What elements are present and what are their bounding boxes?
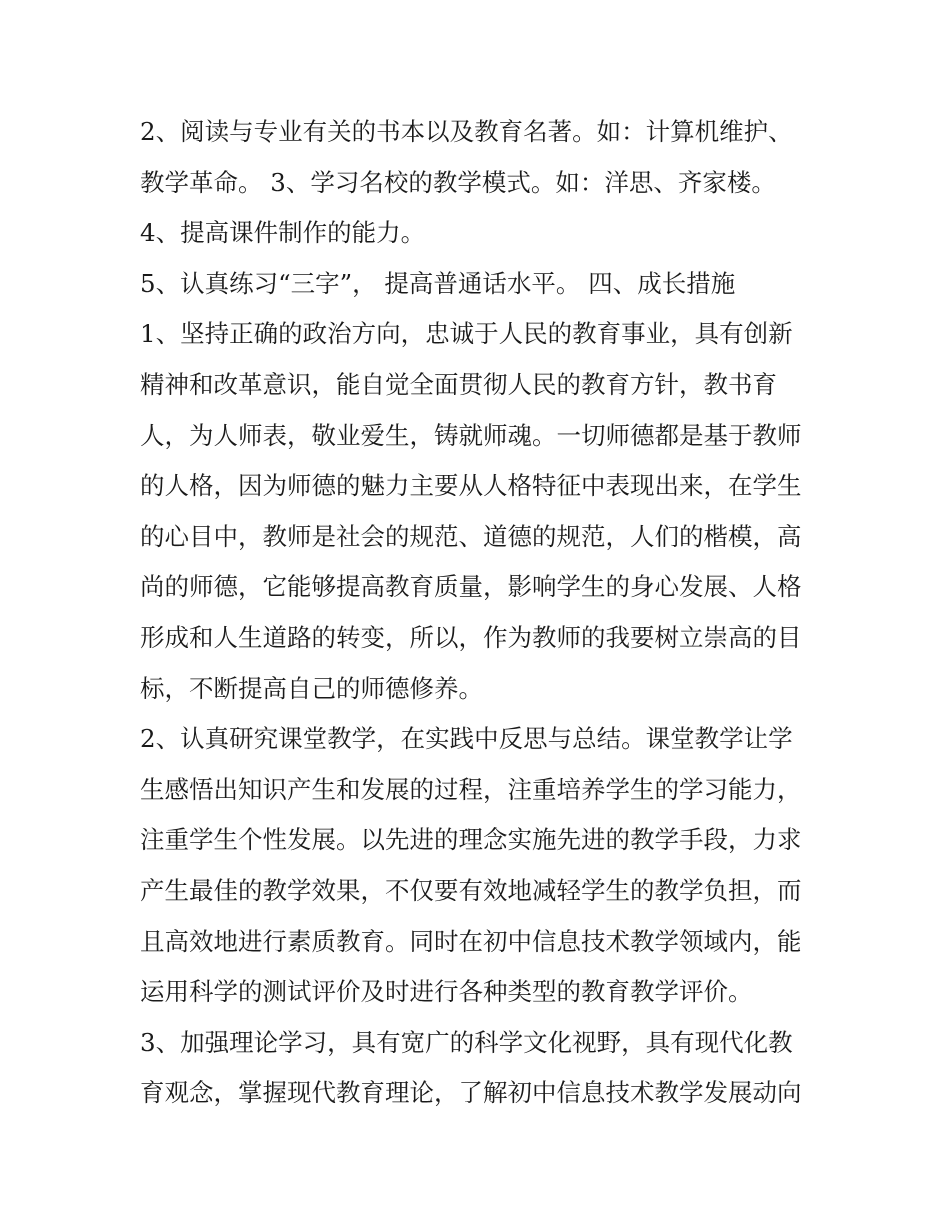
text-line: 5、认真练习“三字”， 提高普通话水平。 四、成长措施 xyxy=(140,268,736,298)
document-body xyxy=(140,107,820,1119)
text-line: 2、阅读与专业有关的书本以及教育名著。如：计算机维护、 xyxy=(140,117,793,146)
text-line: 的心目中，教师是社会的规范、道德的规范，人们的楷模，高 xyxy=(140,521,802,551)
text-line: 形成和人生道路的转变，所以，作为教师的我要树立崇高的目 xyxy=(140,622,802,652)
text-line: 的人格，因为师德的魅力主要从人格特征中表现出来，在学生 xyxy=(140,471,802,501)
text-line: 1、坚持正确的政治方向，忠诚于人民的教育事业，具有创新 xyxy=(140,319,793,349)
text-line: 注重学生个性发展。以先进的理念实施先进的教学手段，力求 xyxy=(140,825,802,855)
text-line: 3、加强理论学习，具有宽广的科学文化视野，具有现代化教 xyxy=(140,1027,793,1057)
text-line: 运用科学的测试评价及时进行各种类型的教育教学评价。 xyxy=(140,977,753,1007)
text-line: 精神和改革意识，能自觉全面贯彻人民的教育方针，教书育 xyxy=(140,369,777,399)
text-line: 尚的师德，它能够提高教育质量，影响学生的身心发展、人格 xyxy=(140,572,802,602)
text-line: 且高效地进行素质教育。同时在初中信息技术教学领域内，能 xyxy=(140,926,802,956)
text-line: 2、认真研究课堂教学，在实践中反思与总结。课堂教学让学 xyxy=(140,724,793,754)
text-line: 教学革命。 3、学习名校的教学模式。如：洋思、齐家楼。 xyxy=(140,167,776,197)
text-line: 生感悟出知识产生和发展的过程，注重培养学生的学习能力， xyxy=(140,774,802,804)
text-line: 产生最佳的教学效果，不仅要有效地减轻学生的教学负担，而 xyxy=(140,875,802,905)
text-line: 标，不断提高自己的师德修养。 xyxy=(140,673,483,703)
text-line: 人，为人师表，敬业爱生，铸就师魂。一切师德都是基于教师 xyxy=(140,420,802,450)
text-line: 育观念，掌握现代教育理论，了解初中信息技术教学发展动向 xyxy=(140,1078,802,1108)
text-line: 4、提高课件制作的能力。 xyxy=(140,218,426,248)
